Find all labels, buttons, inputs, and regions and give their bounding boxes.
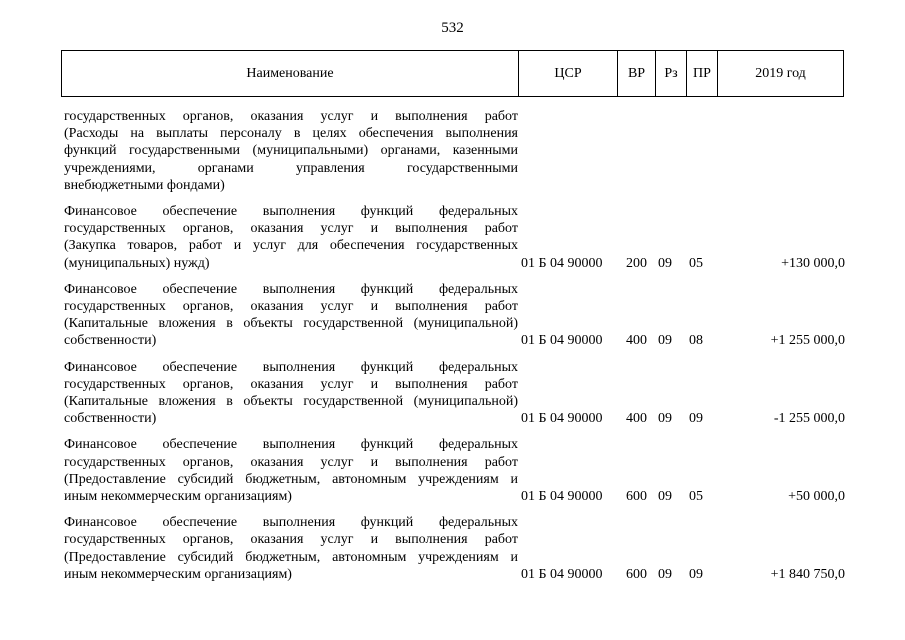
page-number: 532 [441,20,464,36]
row-pr: 05 [689,489,703,505]
row-vr: 400 [626,333,647,349]
row-name-line: иным некоммерческим организациям) [64,566,292,582]
row-pr: 08 [689,333,703,349]
header-year: 2019 год [755,65,806,81]
row-csr: 01 Б 04 90000 [521,255,603,271]
table-row [0,203,905,272]
row-name-line: Финансовое обеспечение выполнения функций федеральных [64,437,518,453]
row-vr: 600 [626,489,647,505]
row-name [64,359,518,428]
row-vr: 600 [626,566,647,582]
row-rz: 09 [658,566,672,582]
header-csr: ЦСР [554,65,582,81]
row-name-line: государственных органов, оказания услуг и выполнения работ [64,532,518,548]
row-amount: +1 840 750,0 [770,566,845,582]
row-name-line: (Закупка товаров, работ и услуг для обеспечения государственных [64,238,518,254]
row-name-line: собственности) [64,333,157,349]
table-row [0,514,905,583]
row-name-line: (Предоставление субсидий бюджетным, автономным учреждениям и [64,471,518,487]
row-rz: 09 [658,489,672,505]
header-divider [843,50,844,97]
table-body [0,108,905,592]
row-name-line: государственных органов, оказания услуг и выполнения работ [64,454,518,470]
row-name-line: (Предоставление субсидий бюджетным, автономным учреждениям и [64,549,518,565]
row-rz: 09 [658,411,672,427]
row-csr: 01 Б 04 90000 [521,411,603,427]
row-name [64,514,518,583]
row-csr: 01 Б 04 90000 [521,566,603,582]
row-pr: 05 [689,255,703,271]
row-csr: 01 Б 04 90000 [521,333,603,349]
row-name-line: государственных органов, оказания услуг и выполнения работ [64,221,518,237]
table-row [0,359,905,428]
row-name-line: (муниципальных) нужд) [64,255,210,271]
row-amount: +130 000,0 [781,255,845,271]
row-name-line: (Расходы на выплаты персоналу в целях обеспечения выполнения [64,126,518,142]
row-amount: +50 000,0 [788,489,845,505]
table-row [0,108,905,194]
row-name-line: (Капитальные вложения в объекты государственной (муниципальной) [64,316,518,332]
row-name [64,108,518,194]
row-amount: +1 255 000,0 [770,333,845,349]
row-name-line: собственности) [64,411,157,427]
header-vr: ВР [627,65,646,81]
row-name-line: государственных органов, оказания услуг и выполнения работ [64,376,518,392]
row-name-line: государственных органов, оказания услуг и выполнения работ [64,299,518,315]
row-amount: -1 255 000,0 [773,411,845,427]
row-rz: 09 [658,333,672,349]
header-name: Наименование [246,65,334,81]
table-row [0,281,905,350]
row-name-line: Финансовое обеспечение выполнения функций федеральных [64,204,518,220]
header-pr: ПР [693,65,711,81]
row-vr: 400 [626,411,647,427]
table-row [0,436,905,505]
row-name-line: Финансовое обеспечение выполнения функций федеральных [64,281,518,297]
row-pr: 09 [689,411,703,427]
row-vr: 200 [626,255,647,271]
row-pr: 09 [689,566,703,582]
table-header [61,50,844,97]
row-name-line: учреждениями, органами управления государственными [64,160,518,176]
row-name-line: (Капитальные вложения в объекты государственной (муниципальной) [64,394,518,410]
row-name [64,436,518,505]
row-name-line: Финансовое обеспечение выполнения функций федеральных [64,359,518,375]
row-name-line: внебюджетными фондами) [64,177,225,193]
row-name-line: Финансовое обеспечение выполнения функций федеральных [64,515,518,531]
row-name-line: государственных органов, оказания услуг и выполнения работ [64,109,518,124]
row-csr: 01 Б 04 90000 [521,489,603,505]
row-rz: 09 [658,255,672,271]
row-name [64,203,518,272]
row-name-line: функций государственными (муниципальными) органами, казенными [64,143,518,159]
row-name-line: иным некоммерческим организациям) [64,489,292,505]
header-rz: Рз [664,65,678,81]
row-name [64,281,518,350]
